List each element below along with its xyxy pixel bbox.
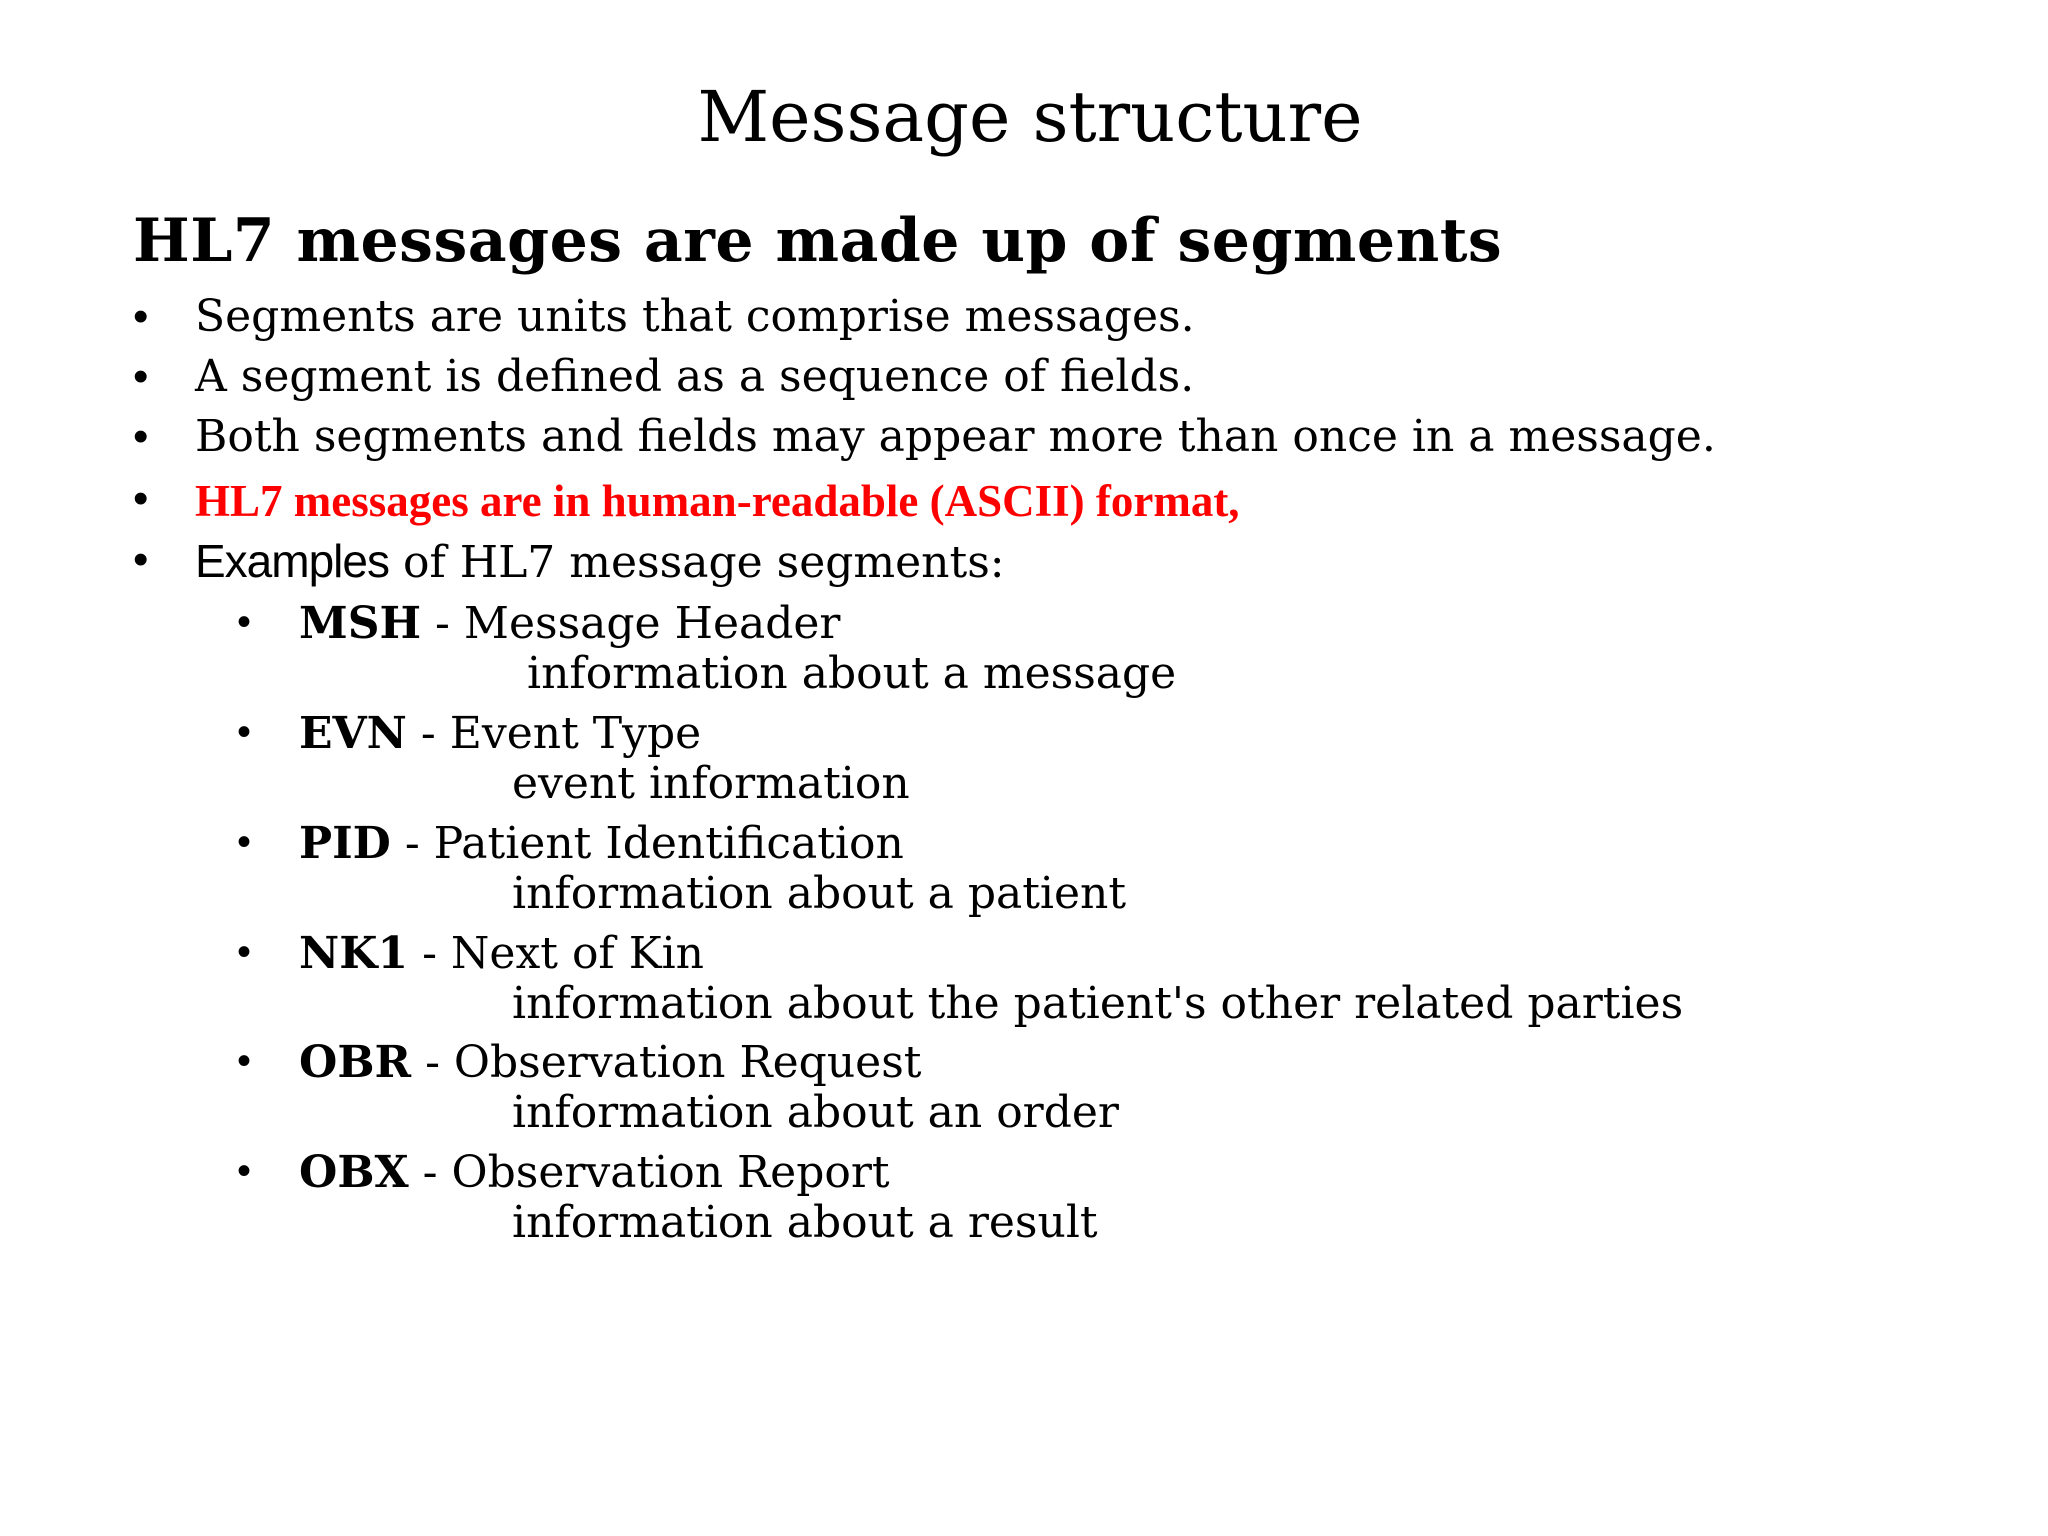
segment-name: - Observation Request [411, 1037, 922, 1088]
slide-heading: HL7 messages are made up of segments [133, 206, 1503, 276]
bullet-glyph: • [133, 535, 149, 584]
segment-title [299, 708, 702, 759]
segment-description: information about a message [527, 648, 1177, 699]
bullet-glyph: • [133, 412, 149, 461]
segment-code: PID [299, 818, 391, 869]
bullet-glyph: • [133, 292, 149, 341]
segment-description: information about an order [512, 1087, 1119, 1138]
segment-code: NK1 [299, 928, 409, 979]
segment-title [299, 928, 704, 979]
segment-description: information about a patient [512, 868, 1127, 919]
bullet-glyph: • [237, 710, 252, 754]
bullet-glyph: • [237, 1149, 252, 1193]
segment-name: - Event Type [406, 708, 702, 759]
examples-text [195, 535, 1005, 588]
segment-title [299, 818, 904, 869]
examples-lead: Examples [195, 535, 389, 587]
segment-name: - Next of Kin [408, 928, 704, 979]
segment-name: - Message Header [421, 598, 841, 649]
segment-code: OBX [299, 1147, 409, 1198]
bullet-glyph: • [237, 820, 252, 864]
segment-code: EVN [299, 708, 407, 759]
bullet-glyph: • [237, 1039, 252, 1083]
segment-description: information about the patient's other related parties [512, 978, 1684, 1029]
bullet-text: Segments are units that comprise messages. [195, 291, 1195, 342]
segment-description: information about a result [512, 1197, 1098, 1248]
segment-title [299, 1037, 922, 1088]
bullet-glyph: • [133, 474, 149, 523]
segment-code: MSH [299, 598, 422, 649]
slide-title: Message structure [697, 76, 1363, 158]
bullet-glyph: • [237, 930, 252, 974]
segment-description: event information [512, 758, 910, 809]
bullet-glyph: • [237, 600, 252, 644]
highlight-text: HL7 messages are in human-readable (ASCII) format, [195, 476, 1240, 526]
bullet-text: A segment is defined as a sequence of fields. [195, 351, 1195, 402]
segment-name: - Patient Identification [390, 818, 904, 869]
segment-name: - Observation Report [408, 1147, 890, 1198]
examples-rest: of HL7 message segments: [388, 537, 1005, 588]
bullet-text: Both segments and fields may appear more than once in a message. [195, 411, 1716, 462]
bullet-glyph: • [133, 352, 149, 401]
segment-title [299, 598, 841, 649]
segment-title [299, 1147, 890, 1198]
segment-code: OBR [299, 1037, 412, 1088]
